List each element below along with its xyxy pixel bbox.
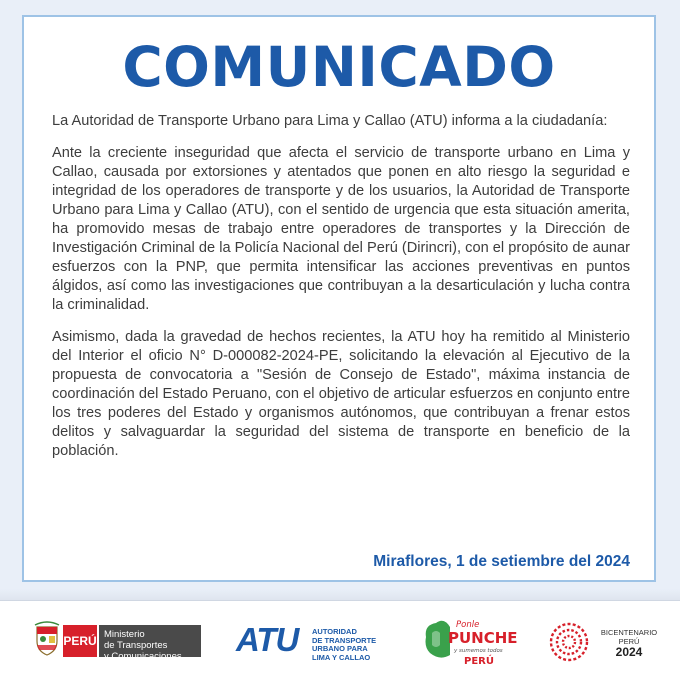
svg-text:y sumemos todos: y sumemos todos — [454, 648, 503, 654]
page-title: COMUNICADO — [122, 35, 556, 99]
body-paragraph-2: Asimismo, dada la gravedad de hechos recientes, la ATU hoy ha remitido al Ministerio del Interior el oficio N° D-000082-2024-PE, solicitando la elevación al Ejecutivo de la propuesta de convocatoria a "Sesión de Consejo de Estado", máxima instancia de coordinación del Estado Peruano, con el objetivo de articular esfuerzos en conjunto entre los tres poderes del Estado y organismos autónomos, que contribuyan a frenar estos delitos y salvaguardar la seguridad del sistema de transporte en beneficio de la población. — [52, 329, 630, 459]
bicentenario-text: BICENTENARIO PERÚ 2024 — [600, 628, 658, 659]
bicentenario-logo — [544, 617, 664, 667]
atu-wordmark: ATU — [236, 621, 299, 658]
communique-card — [22, 15, 656, 582]
intro-paragraph: La Autoridad de Transporte Urbano para Lima y Callao (ATU) informa a la ciudadanía: — [52, 113, 608, 129]
atu-name: AUTORIDAD DE TRANSPORTE URBANO PARA LIMA Y CALLAO — [312, 627, 377, 662]
peru-flag-block: PERÚ — [63, 625, 97, 657]
atu-logo — [236, 621, 386, 661]
ministerio-logo — [33, 621, 203, 661]
ponle-punche-graphic — [420, 611, 518, 671]
svg-text:PUNCHE: PUNCHE — [448, 629, 518, 647]
svg-text:Ponle: Ponle — [456, 620, 480, 630]
ministerio-name: Ministerio de Transportes y Comunicaciones — [99, 625, 201, 657]
place-date-signature: Miraflores, 1 de setiembre del 2024 — [373, 553, 630, 570]
ponle-punche-logo — [420, 611, 518, 671]
footer-logos-bar — [0, 600, 680, 681]
peru-coat-of-arms-icon — [33, 621, 61, 657]
svg-text:PERÚ: PERÚ — [464, 656, 494, 667]
bicentenario-sun-icon — [544, 617, 594, 667]
communique-body — [52, 112, 630, 474]
body-paragraph-1: Ante la creciente inseguridad que afecta el servicio de transporte urbano en Lima y Callao, causada por extorsiones y atentados que ponen en alto riesgo la seguridad e integridad de los operadores de transporte y de los usuarios, la Autoridad de Transporte Urbano para Lima y Callao (ATU), con el sentido de urgencia que esta situación amerita, ha promovido mesas de trabajo entre operadores de transportes y la Dirección de Investigación Criminal de la Policía Nacional del Perú (Dirincri), con el propósito de aunar esfuerzos con la PNP, que permita intensificar las acciones preventivas en puntos álgidos, así como las investigaciones que contribuyan a la desarticulación y lucha contra la criminalidad. — [52, 145, 630, 313]
